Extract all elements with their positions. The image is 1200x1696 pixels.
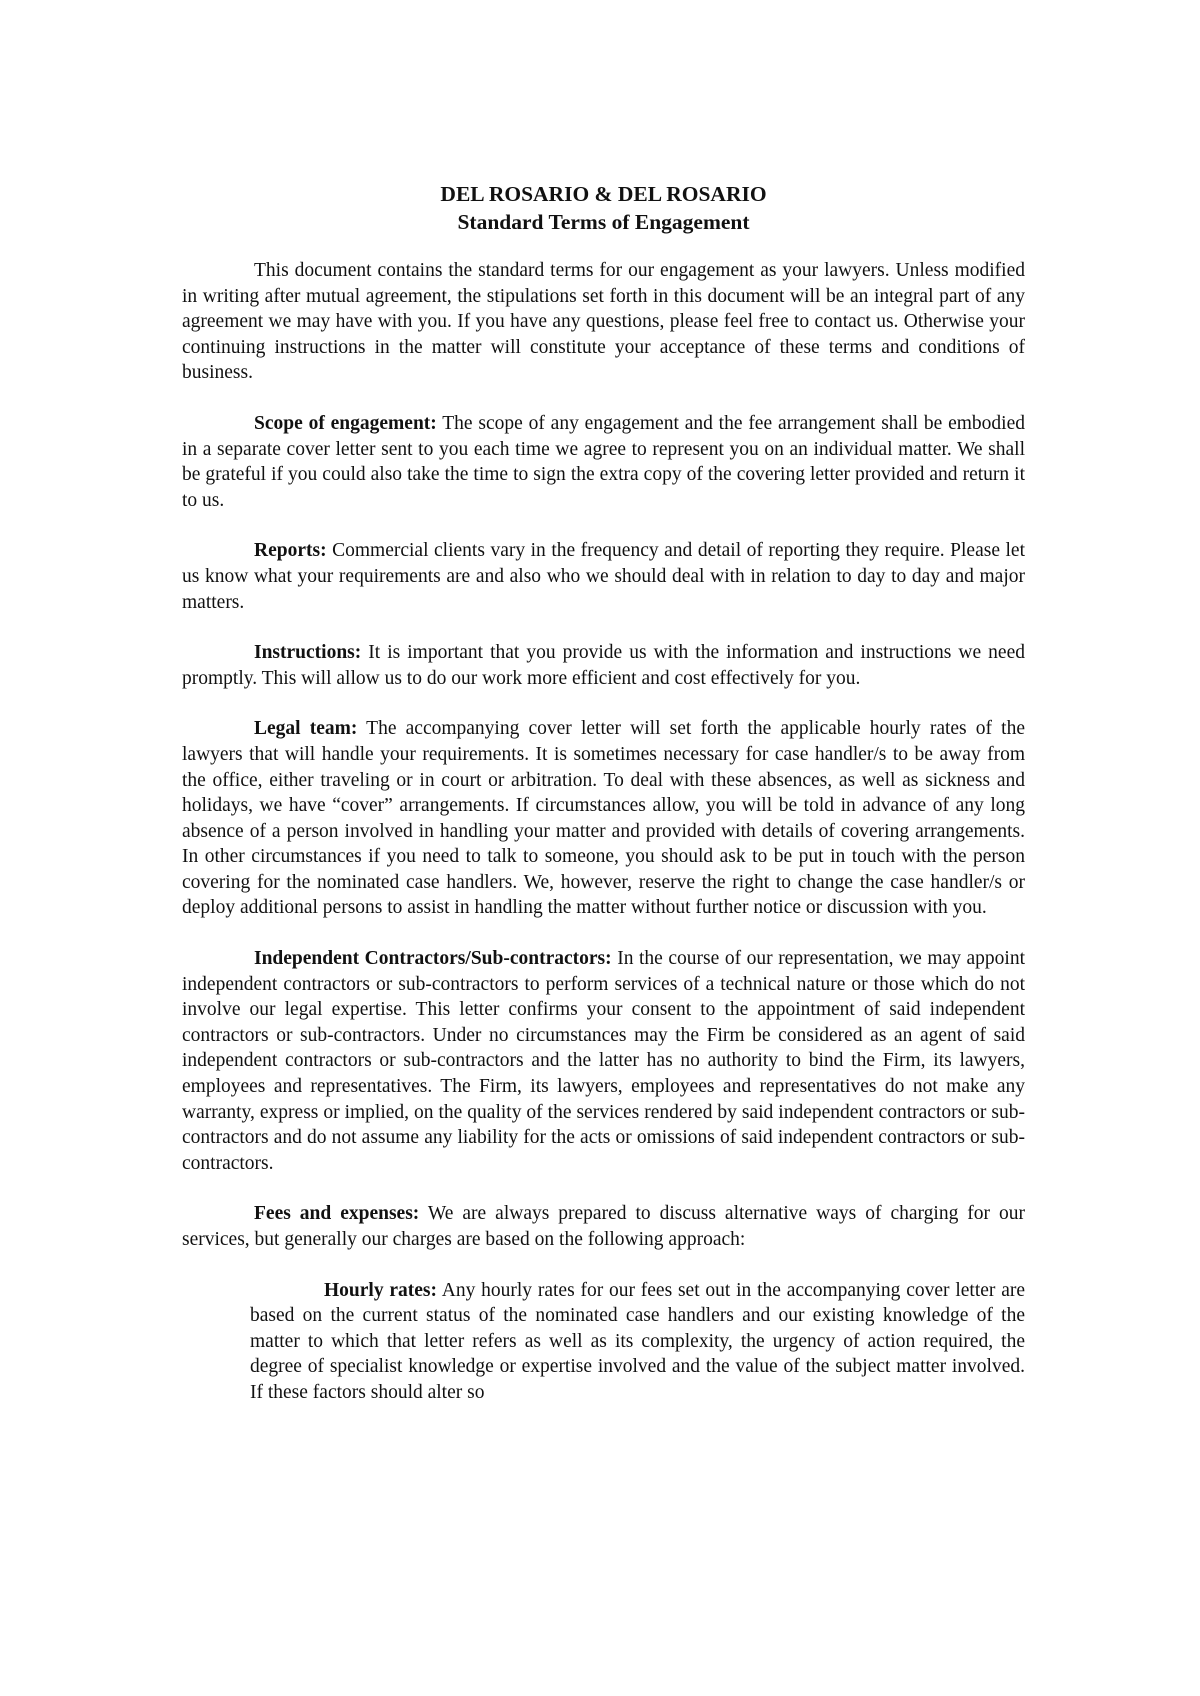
section-heading: Fees and expenses: [254,1203,420,1225]
subsection-body: Any hourly rates for our fees set out in the accompanying cover letter are based on the current status of the nominated case handlers and our existing knowledge of the matter to which that letter refers as well as its complexity, the urgency of action required, the degree of specialist knowledge or expertise involved and the value of the subject matter involved. If these factors should alter so [250,1279,1025,1403]
section-fees [182,1201,1025,1252]
document-page [182,180,1025,1431]
section-contractors [182,946,1025,1176]
section-reports [182,538,1025,615]
section-heading: Reports: [254,540,327,562]
section-heading: Independent Contractors/Sub-contractors: [254,948,612,970]
section-scope [182,411,1025,513]
section-body: We are always prepared to discuss alternative ways of charging for our services, but generally our charges are based on the following approach: [182,1203,1025,1250]
document-title: Standard Terms of Engagement [457,210,750,234]
document-header [182,180,1025,236]
section-body: In the course of our representation, we may appoint independent contractors or sub-contractors to perform services of a technical nature or those which do not involve our legal expertise. This letter confirms your consent to the appointment of said independent contractors or sub-contractors. Under no circumstances may the Firm be considered as an agent of said independent contractors or sub-contractors and the latter has no authority to bind the Firm, its lawyers, employees and representatives. The Firm, its lawyers, employees and representatives do not make any warranty, express or implied, on the quality of the services rendered by said independent contractors or sub-contractors and do not assume any liability for the acts or omissions of said independent contractors or sub-contractors. [182,948,1025,1174]
section-instructions [182,640,1025,691]
section-legal-team [182,716,1025,921]
section-body: Commercial clients vary in the frequency and detail of reporting they require. Please let us know what your requirements are and also who we should deal with in relation to day to day and major matters. [182,540,1025,613]
section-body: The scope of any engagement and the fee arrangement shall be embodied in a separate cover letter sent to you each time we agree to represent you on an individual matter. We shall be grateful if you could also take the time to sign the extra copy of the covering letter provided and return it to us. [182,412,1025,511]
section-body: It is important that you provide us with the information and instructions we need promptly. This will allow us to do our work more efficient and cost effectively for you. [182,642,1025,689]
section-heading: Instructions: [254,642,362,664]
intro-paragraph: This document contains the standard terms for our engagement as your lawyers. Unless modified in writing after mutual agreement, the stipulations set forth in this document will be an integral part of any agreement we may have with you. If you have any questions, please feel free to contact us. Otherwise your continuing instructions in the matter will constitute your acceptance of these terms and conditions of business. [182,260,1025,384]
section-body: The accompanying cover letter will set forth the applicable hourly rates of the lawyers that will handle your requirements. It is sometimes necessary for case handler/s to be away from the office, either traveling or in court or arbitration. To deal with these absences, as well as sickness and holidays, we have “cover” arrangements. If circumstances allow, you will be told in advance of any long absence of a person involved in handling your matter and provided with details of covering arrangements. In other circumstances if you need to talk to someone, you should ask to be put in touch with the person covering for the nominated case handlers. We, however, reserve the right to change the case handler/s or deploy additional persons to assist in handling the matter without further notice or discussion with you. [182,718,1025,919]
section-heading: Legal team: [254,718,358,740]
subsection-hourly-rates [250,1278,1025,1406]
firm-name: DEL ROSARIO & DEL ROSARIO [440,182,767,206]
subsection-heading: Hourly rates: [324,1279,438,1301]
section-heading: Scope of engagement: [254,412,437,434]
